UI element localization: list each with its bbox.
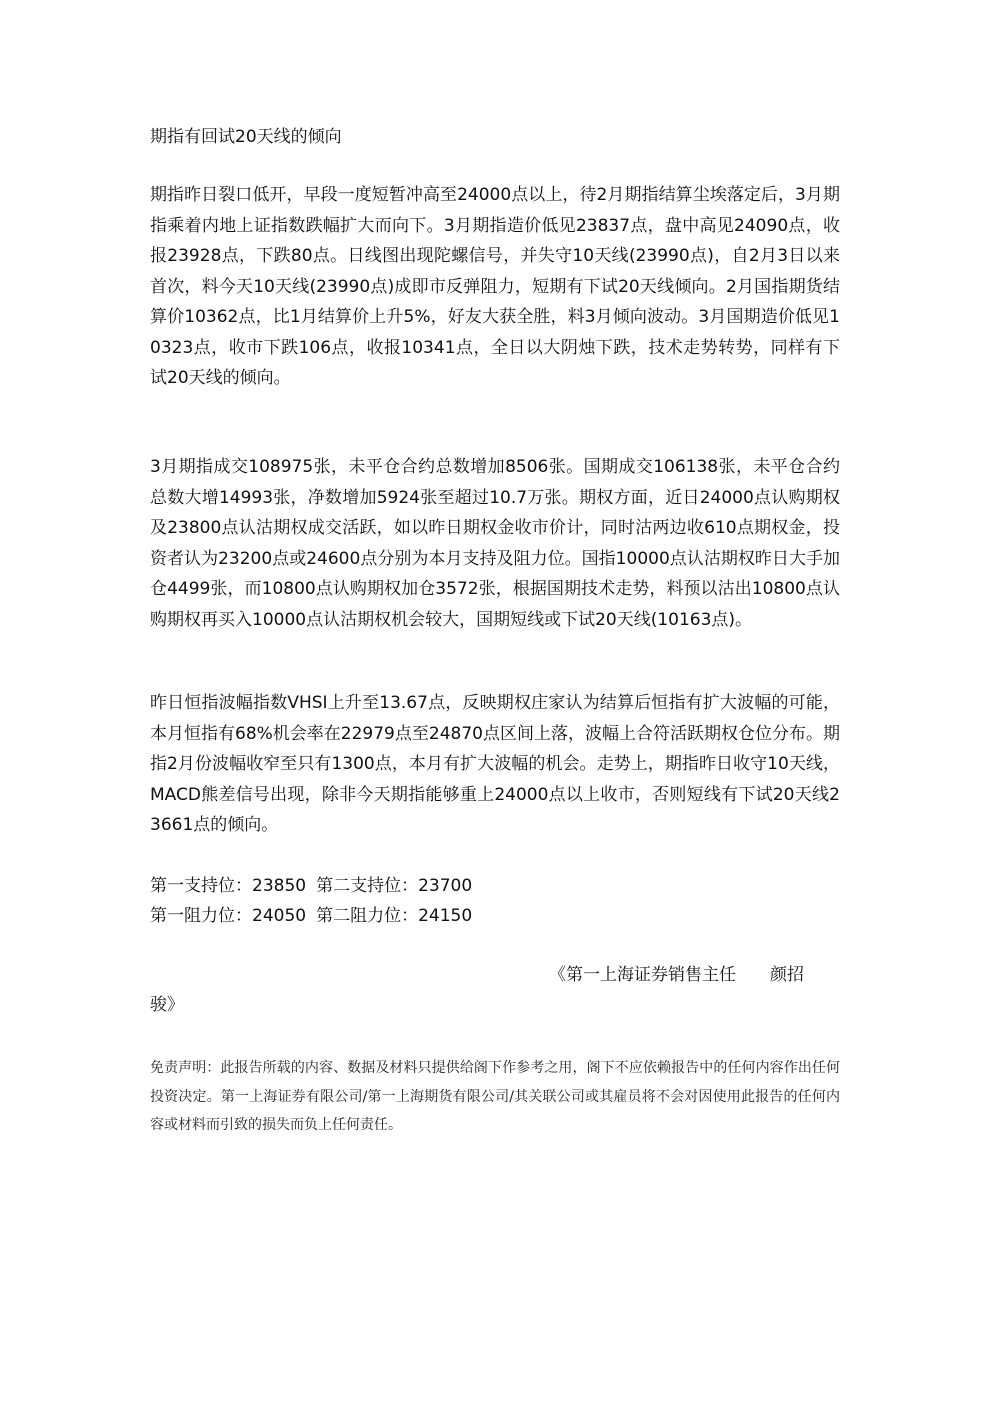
- resistance-levels-row: [150, 901, 472, 931]
- author-signature-line1: 《第一上海证券销售主任 颜招: [549, 965, 804, 985]
- disclaimer-text: 免责声明：此报告所载的内容、数据及材料只提供给阁下作参考之用，阁下不应依赖报告中的任何内容作出任何投资决定。第一上海证券有限公司/第一上海期货有限公司/其关联公司或其雇员将不会对因使用此报告的任何内容或材料而引致的损失而负上任何责任。: [150, 1060, 840, 1133]
- support-resistance-levels: [150, 871, 472, 931]
- resistance-level-1: 第一阻力位：24050: [150, 906, 307, 926]
- paragraph-futures-summary: 期指昨日裂口低开，早段一度短暂冲高至24000点以上，待2月期指结算尘埃落定后，3月期指乘着内地上证指数跌幅扩大而向下。3月期指造价低见23837点，盘中高见24090点，收报23928点，下跌80点。日线图出现陀螺信号，并失守10天线(23990点)，自2月3日以来首次，料今天10天线(23990点)成即市反弹阻力，短期有下试20天线倾向。2月国指期货结算价10362点，比1月结算价上升5%，好友大获全胜，料3月倾向波动。3月国期造价低见10323点，收市下跌106点，收报10341点，全日以大阴烛下跌，技术走势转势，同样有下试20天线的倾向。: [150, 185, 840, 388]
- support-level-1: 第一支持位：23850: [150, 876, 307, 896]
- paragraph-volatility-outlook: 昨日恒指波幅指数VHSI上升至13.67点，反映期权庄家认为结算后恒指有扩大波幅的可能，本月恒指有68%机会率在22979点至24870点区间上落，波幅上合符活跃期权仓位分布。期指2月份波幅收窄至只有1300点，本月有扩大波幅的机会。走势上，期指昨日收守10天线，MACD熊差信号出现，除非今天期指能够重上24000点以上收市，否则短线有下试20天线23661点的倾向。: [150, 693, 840, 835]
- article-title: 期指有回试20天线的倾向: [150, 127, 342, 147]
- support-levels-row: [150, 871, 472, 901]
- paragraph-volume-options: 3月期指成交108975张，未平仓合约总数增加8506张。国期成交106138张，未平仓合约总数大增14993张，净数增加5924张至超过10.7万张。期权方面，近日24000点认购期权及23800点认沽期权成交活跃，如以昨日期权金收市价计，同时沽两边收610点期权金，投资者认为23200点或24600点分别为本月支持及阻力位。国指10000点认沽期权昨日大手加仓4499张，而10800点认购期权加仓3572张，根据国期技术走势，料预以沽出10800点认购期权再买入10000点认沽期权机会较大，国期短线或下试20天线(10163点)。: [150, 457, 840, 630]
- resistance-level-2: 第二阻力位：24150: [316, 906, 473, 926]
- author-signature-line2: 骏》: [150, 995, 184, 1015]
- support-level-2: 第二支持位：23700: [316, 876, 473, 896]
